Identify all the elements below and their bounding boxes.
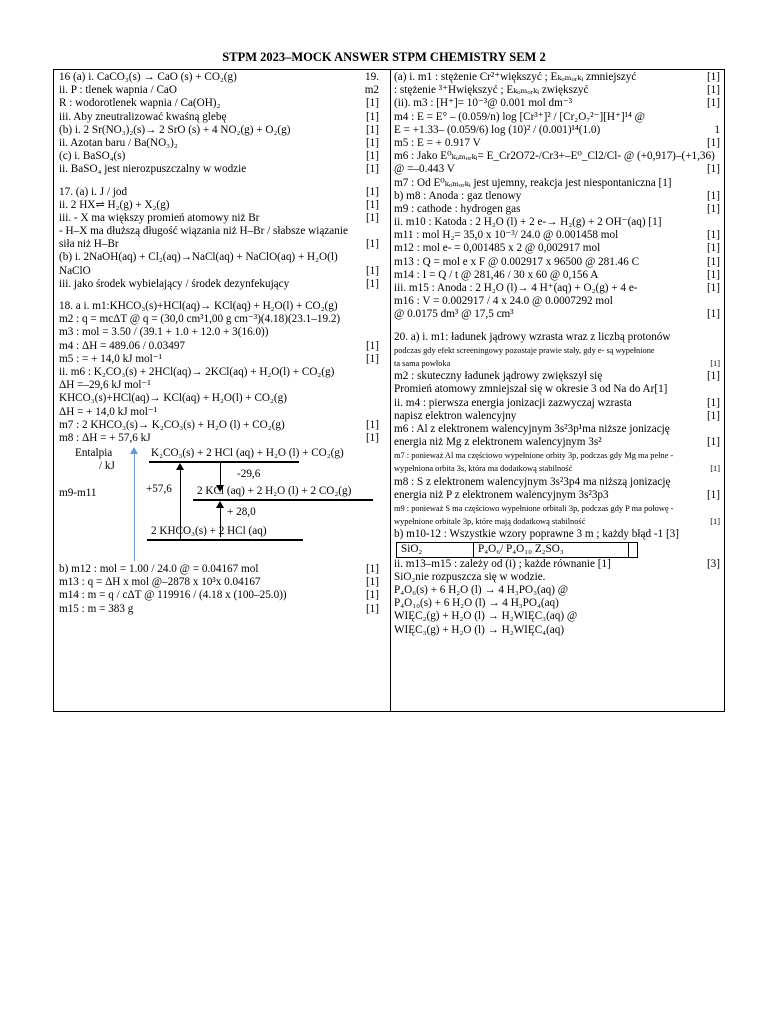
mark-label: [1] [706, 202, 720, 215]
answer-text: P₄O₆(s) + 6 H₂O (l) → 4 H₃PO₃(aq) @ [394, 583, 569, 596]
question-18-block [59, 300, 379, 445]
mark-label: [1] [365, 352, 379, 365]
answer-line [394, 190, 720, 203]
mark-label: [1] [365, 602, 379, 615]
answer-text: m7 : ponieważ Al ma częściowo wypełnione orbity 3p, podczas gdy Mg ma pełne - [394, 451, 674, 461]
oxide-cell-2 [474, 543, 629, 557]
answer-text: m8 : S z elektronem walencyjnym 3s²3p4 ma niższą jonizację [394, 475, 671, 488]
mark-label: [1] [365, 211, 379, 224]
answer-text: podczas gdy efekt screeningowy pozostaje prawie stały, gdy e- są wypełnione [394, 345, 655, 355]
answer-line [394, 163, 720, 176]
answer-line [59, 366, 379, 379]
answer-text: m9 : cathode : hydrogen gas [394, 202, 521, 215]
answer-text: (a) i. m1 : stężenie Cr²⁺większyć ; Eₖₒₘₒᵣₖᵢ zmniejszyć [394, 71, 637, 83]
answer-line [394, 584, 720, 597]
answer-text: ii. BaSO₄ jest nierozpuszczalny w wodzie [59, 163, 247, 176]
mark-label: [3] [706, 557, 720, 570]
mark-label: [1] [365, 563, 379, 576]
answer-line [394, 502, 720, 515]
answer-line [59, 163, 379, 176]
answer-text: 16 (a) i. CaCO₃(s) → CaO (s) + CO₂(g) [59, 71, 237, 83]
answer-line [394, 423, 720, 436]
answer-line [59, 340, 379, 353]
answer-text: m2 : q = mcΔT @ q = (30,0 cm³1,00 g cm⁻³)(4.18)(23.1–19.2) [59, 313, 341, 326]
answer-line [394, 462, 720, 475]
mark-label: [1] [365, 97, 379, 110]
answer-line [394, 597, 720, 610]
answer-line [394, 357, 720, 370]
answer-text: m13 : q = ΔH x mol @–2878 x 10³x 0.04167 [59, 576, 261, 589]
left-column [59, 71, 379, 616]
answer-line [394, 558, 720, 571]
answer-line [394, 331, 720, 344]
answer-text: ii. m13–m15 : zależy od (i) ; każde równanie [1] [394, 557, 611, 570]
answer-text: m8 : ΔH = + 57,6 kJ [59, 431, 151, 444]
oxide-cell-3-text: Z₂SO₃ [534, 542, 564, 555]
arrow-up-head-28 [216, 501, 224, 508]
answer-line [59, 379, 379, 392]
level-bot-label: 2 KHCO₃(s) + 2 HCl (aq) [151, 525, 267, 538]
answer-line [59, 199, 379, 212]
answer-text: (b) i. 2NaOH(aq) + Cl₂(aq)→NaCl(aq) + NaClO(aq) + H₂O(l) [59, 251, 338, 264]
answer-text: @ 0.0175 dm³ @ 17,5 cm³ [394, 308, 514, 321]
mark-label: [1] [365, 198, 379, 211]
answer-text: b) m12 : mol = 1.00 / 24.0 @ = 0.04167 mol [59, 563, 259, 576]
answer-text: KHCO₃(s)+HCl(aq)→ KCl(aq) + H₂O(l) + CO₂(g) [59, 392, 287, 405]
answer-line [59, 589, 379, 602]
answer-text: m14 : I = Q / t @ 281,46 / 30 x 60 @ 0,156 A [394, 268, 599, 281]
mark-label: [1] [365, 110, 379, 123]
answer-line [59, 432, 379, 445]
answer-text: ii. m6 : K₂CO₃(s) + 2HCl(aq)→ 2KCl(aq) + H₂O(l) + CO₂(g) [59, 365, 335, 378]
answer-text: WIĘC₂(g) + H₂O (l) → H₂WIĘC₃(aq) @ [394, 610, 578, 623]
level-top-label: K₂CO₃(s) + 2 HCl (aq) + H₂O (l) + CO₂(g) [151, 447, 344, 460]
answer-line [59, 84, 379, 97]
answer-line [394, 624, 720, 637]
question-18b-block [59, 563, 379, 616]
answer-text: m16 : V = 0.002917 / 4 x 24.0 @ 0.0007292 mol [394, 295, 613, 308]
answer-text: wypełniona orbita 3s, która ma dodatkową stabilność [394, 464, 573, 474]
answer-line [59, 265, 379, 278]
mark-label: [1] [365, 238, 379, 251]
answer-text: ii. P : tlenek wapnia / CaO [59, 84, 177, 97]
question-16-block [59, 71, 379, 177]
answer-text: ii. m10 : Katoda : 2 H₂O (l) + 2 e-→ H₂(g) + 2 OH⁻(aq) [1] [394, 216, 662, 229]
mark-label: [1] [706, 97, 720, 110]
answer-line [59, 124, 379, 137]
mark-label: 1 [714, 123, 720, 136]
mark-label: [1] [365, 431, 379, 444]
answer-text: m5 : = + 14,0 kJ mol⁻¹ [59, 352, 162, 365]
question-19-block [394, 71, 720, 322]
answer-text: siła niż H–Br [59, 238, 119, 251]
answer-line [59, 150, 379, 163]
mark-label: [1] [710, 464, 720, 474]
answer-text: ii. 2 HX⇌ H₂(g) + X₂(g) [59, 198, 170, 211]
oxide-cell-1: SiO₂ [397, 543, 474, 557]
mark-label: [1] [706, 268, 720, 281]
answer-text: SiO₂nie rozpuszcza się w wodzie. [394, 570, 546, 583]
answer-text: ΔH =–29,6 kJ mol⁻¹ [59, 379, 151, 392]
level-bot-line [147, 539, 303, 541]
answer-line [394, 610, 720, 623]
answer-line [394, 295, 720, 308]
answer-line [59, 238, 379, 251]
enthalpy-axis-arrowhead [130, 447, 138, 454]
answer-line [59, 603, 379, 616]
answer-text: iii. Aby zneutralizować kwaśną glebę [59, 110, 227, 123]
mark-label: [1] [710, 358, 720, 368]
answer-text: iii. - X ma większy promień atomowy niż Br [59, 211, 260, 224]
answer-text: P₄O₁₀(s) + 6 H₂O (l) → 4 H₃PO₄(aq) [394, 597, 559, 610]
dh-plus-57-6: +57,6 [146, 483, 172, 496]
mark-label: [1] [365, 150, 379, 163]
answer-line [394, 71, 720, 84]
answer-text: (c) i. BaSO₄(s) [59, 150, 126, 163]
oxide-cell-2-text: P₄O₆/ P₄O₁₀ [478, 542, 533, 555]
mark-label: [1] [706, 370, 720, 383]
answer-line [59, 97, 379, 110]
oxide-table [396, 542, 638, 558]
answer-line [59, 353, 379, 366]
answer-line [59, 576, 379, 589]
arrow-up-head-57-6 [176, 463, 184, 470]
answer-line [59, 313, 379, 326]
answer-text: m3 : mol = 3.50 / (39.1 + 1.0 + 12.0 + 3(16.0)) [59, 326, 269, 339]
mark-label: 19. [365, 71, 379, 83]
mark-label: [1] [706, 242, 720, 255]
answer-line [394, 476, 720, 489]
answer-text: E = +1.33– (0.059/6) log (10)² / (0.001)¹⁴(1.0) [394, 123, 601, 136]
answer-text: m2 : skuteczny ładunek jądrowy zwiększył się [394, 370, 603, 383]
answer-line [394, 150, 720, 163]
answer-line [394, 571, 720, 584]
answer-text: m4 : ΔH = 489.06 / 0.03497 [59, 339, 186, 352]
answer-text: m7 : Od E⁰ₖₒₘₒᵣₖᵢ jest ujemny, reakcja jest niespontaniczna [1] [394, 176, 672, 189]
answer-text: (b) i. 2 Sr(NO₃)₂(s)→ 2 SrO (s) + 4 NO₂(g) + O₂(g) [59, 123, 291, 136]
question-20-block [394, 331, 720, 542]
answer-line [59, 251, 379, 264]
answer-line [59, 406, 379, 419]
enthalpy-axis-arrow [134, 453, 135, 561]
mark-label: [1] [706, 488, 720, 501]
mark-label: [1] [365, 136, 379, 149]
mark-label: [1] [365, 418, 379, 431]
answer-text: m6 : Jako E⁰ₖₒₘₒᵣₖᵢ= E_Cr2O72-/Cr3+–E⁰_Cl2/Cl- @ (+0,917)–(+1,36) [394, 150, 715, 163]
mark-label: [1] [365, 589, 379, 602]
dh-plus-28: + 28,0 [227, 506, 256, 519]
mark-label: [1] [706, 308, 720, 321]
enthalpy-diagram [59, 445, 379, 563]
answer-line [394, 177, 720, 190]
answer-text: iii. jako środek wybielający / środek dezynfekujący [59, 277, 290, 290]
answer-line [394, 137, 720, 150]
question-17-block [59, 186, 379, 292]
column-divider [390, 69, 391, 712]
answer-text: WIĘC₃(g) + H₂O (l) → H₂WIĘC₄(aq) [394, 623, 565, 636]
answer-text: (ii). m3 : [H⁺]= 10⁻³@ 0.001 mol dm⁻³ [394, 97, 573, 110]
mark-label: [1] [365, 163, 379, 176]
level-mid-label: 2 KCl (aq) + 2 H₂O (l) + 2 CO₂(g) [197, 485, 352, 498]
mark-label: [1] [706, 229, 720, 242]
arrow-down-shaft [220, 463, 221, 485]
answer-text: 20. a) i. m1: ładunek jądrowy wzrasta wraz z liczbą protonów [394, 330, 671, 343]
answer-text: NaClO [59, 264, 91, 277]
answer-text: energia niż P z elektronem walencyjnym 3s²3p3 [394, 488, 609, 501]
mark-label: [1] [706, 71, 720, 83]
answer-line [59, 225, 379, 238]
answer-text: @ =–0.443 V [394, 163, 455, 176]
answer-line [394, 436, 720, 449]
answer-line [394, 528, 720, 541]
answer-text: m5 : E = + 0.917 V [394, 136, 481, 149]
answer-line [59, 563, 379, 576]
answer-line [394, 203, 720, 216]
diagram-marks-label: m9-m11 [59, 487, 97, 500]
mark-label: [1] [706, 84, 720, 97]
level-top-line [149, 461, 299, 463]
answer-text: Promień atomowy zmniejszał się w okresie 3 od Na do Ar[1] [394, 383, 668, 396]
mark-label: [1] [710, 517, 720, 527]
answer-text: m13 : Q = mol e x F @ 0.002917 x 96500 @ 281.46 C [394, 255, 640, 268]
mark-label: [1] [706, 409, 720, 422]
question-20c-block [394, 558, 720, 637]
right-column [394, 71, 720, 637]
mark-label: [1] [365, 185, 379, 198]
mark-label: [1] [706, 189, 720, 202]
answer-text: ii. m4 : pierwsza energia jonizacji zazwyczaj wzrasta [394, 396, 632, 409]
mark-label: [1] [365, 339, 379, 352]
answer-line [59, 326, 379, 339]
answer-line [394, 489, 720, 502]
mark-label: [1] [706, 282, 720, 294]
answer-line [59, 212, 379, 225]
enthalpy-axis-label: Entalpia [75, 447, 113, 460]
mark-label: [1] [706, 396, 720, 409]
answer-text: R : wodorotlenek wapnia / Ca(OH)₂ [59, 97, 221, 110]
answer-line [59, 419, 379, 432]
answer-text: : stężenie ³⁺Hwiększyć ; Eₖₒₘₒᵣₖᵢ zwiększyć [394, 84, 589, 97]
answer-text: m7 : 2 KHCO₃(s)→ K₂CO₃(s) + H₂O (l) + CO₂(g) [59, 418, 285, 431]
answer-text: m11 : mol H₂= 35,0 x 10⁻³/ 24.0 @ 0.001458 mol [394, 229, 619, 242]
answer-line [394, 515, 720, 528]
answer-line [394, 242, 720, 255]
mark-label: [1] [706, 163, 720, 176]
answer-line [394, 97, 720, 110]
answer-line [59, 186, 379, 199]
answer-line [394, 84, 720, 97]
answer-line [394, 308, 720, 321]
answer-text: ta sama powłoka [394, 358, 451, 368]
answer-line [394, 216, 720, 229]
mark-label: [1] [365, 277, 379, 290]
answer-line [394, 124, 720, 137]
answer-text: ii. Azotan baru / Ba(NO₃)₂ [59, 136, 178, 149]
answer-text: - H–X ma dłuższą długość wiązania niż H–Br / słabsze wiązanie [59, 225, 348, 238]
mark-label: [1] [365, 123, 379, 136]
answer-text: 18. a i. m1:KHCO₃(s)+HCl(aq)→ KCl(aq) + H₂O(l) + CO₂(g) [59, 300, 338, 312]
mark-label: [1] [706, 255, 720, 268]
answer-line [59, 278, 379, 291]
answer-text: m12 : mol e- = 0,001485 x 2 @ 0,002917 mol [394, 242, 601, 255]
answer-line [394, 410, 720, 423]
answer-line [59, 111, 379, 124]
answer-text: ΔH = + 14,0 kJ mol⁻¹ [59, 405, 158, 418]
mark-label: [1] [706, 436, 720, 449]
answer-line [59, 392, 379, 405]
answer-line [59, 300, 379, 313]
answer-line [394, 370, 720, 383]
page-title: STPM 2023–MOCK ANSWER STPM CHEMISTRY SEM 2 [222, 50, 546, 64]
mark-label: [1] [706, 136, 720, 149]
answer-text: m4 : E = E° – (0.059/n) log [Cr³⁺]² / [Cr₂O₇²⁻][H⁺]¹⁴ @ [394, 110, 645, 123]
answer-text: m14 : m = q / cΔT @ 119916 / (4.18 x (100–25.0)) [59, 589, 287, 602]
answer-text: 17. (a) i. J / jod [59, 185, 128, 198]
answer-line [394, 344, 720, 357]
answer-text: b) m8 : Anoda : gaz tlenowy [394, 189, 522, 202]
answer-line [394, 111, 720, 124]
answer-line [394, 449, 720, 462]
answer-text: wypełnione orbitale 3p, które mają dodatkową stabilność [394, 517, 586, 527]
answer-line [394, 269, 720, 282]
answer-text: energia niż Mg z elektronem walencyjnym 3s² [394, 436, 602, 449]
answer-line [394, 229, 720, 242]
answer-line [59, 137, 379, 150]
answer-line [394, 397, 720, 410]
answer-text: m6 : Al z elektronem walencyjnym 3s²3p¹ma niższe jonizację [394, 422, 670, 435]
mark-label: m2 [364, 84, 379, 97]
answer-line [59, 71, 379, 84]
dh-minus-29-6: -29,6 [237, 468, 261, 481]
answer-text: m15 : m = 383 g [59, 602, 134, 615]
answer-line [394, 256, 720, 269]
answer-text: iii. m15 : Anoda : 2 H₂O (l)→ 4 H⁺(aq) + O₂(g) + 4 e- [394, 282, 638, 294]
answer-line [394, 282, 720, 295]
answer-text: b) m10-12 : Wszystkie wzory poprawne 3 m ; każdy błąd -1 [3] [394, 528, 680, 541]
answer-text: m9 : ponieważ S ma częściowo wypełnione orbitali 3p, podczas gdy P ma połowę - [394, 504, 674, 513]
mark-label: [1] [365, 576, 379, 589]
enthalpy-axis-unit: / kJ [99, 460, 115, 473]
answer-text: napisz elektron walencyjny [394, 409, 517, 422]
answer-line [394, 383, 720, 396]
mark-label: [1] [365, 264, 379, 277]
